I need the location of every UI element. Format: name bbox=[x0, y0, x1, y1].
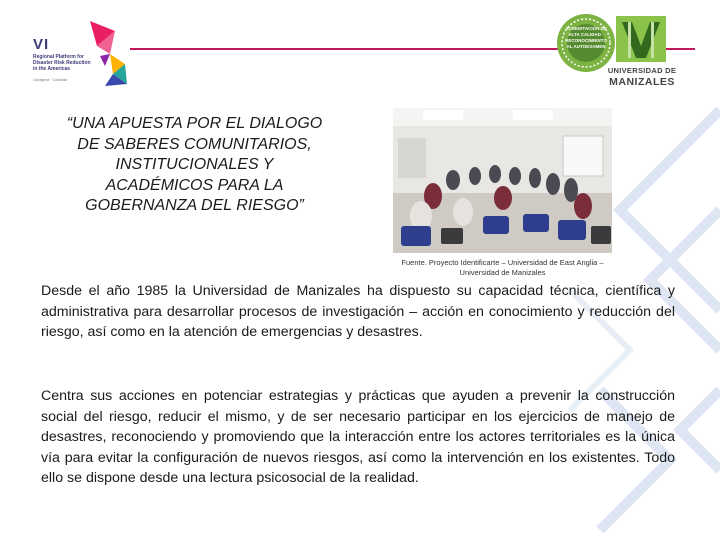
universidad-de-manizales-logo bbox=[594, 14, 704, 90]
platform-logo-title: Regional Platform for Disaster Risk Reduction in the Americas bbox=[33, 54, 91, 72]
header-divider-line bbox=[130, 48, 560, 50]
platform-logo-number: VI bbox=[33, 36, 50, 53]
regional-platform-logo bbox=[30, 16, 140, 94]
platform-logo-subtitle: Cartagena · Colombia bbox=[33, 78, 68, 82]
body-paragraph-2: Centra sus acciones en potenciar estrategias y prácticas que ayuden a prevenir la construcción social del riesgo, reducir el mismo, y de ser necesario participar en los ejercicios de manejo de desastres, reconociendo y promoviendo que la interacción entre los actores territoriales es la única vía para evitar la configuración de nuevos riesgos, así como la intervención en los existentes. Todo ello se dispone desde una lectura psicosocial de la realidad. bbox=[41, 388, 675, 487]
university-emblem-icon bbox=[614, 14, 668, 64]
body-paragraph-1: Desde el año 1985 la Universidad de Manizales ha dispuesto su capacidad técnica, científica y administrativa para desarrollar procesos de investigación – acción en conocimiento y reducción del riesgo, así como en la atención de emergencias y desastres. bbox=[41, 283, 675, 341]
workshop-photo-illustration bbox=[393, 108, 612, 253]
university-name-line1: UNIVERSIDAD DE bbox=[607, 66, 677, 75]
photo-caption: Fuente. Proyecto Identificarte – Universidad de East Anglia – Universidad de Manizales bbox=[401, 258, 604, 277]
badge-text: ACREDITACIÓN DE ALTA CALIDAD · RECONOCIMIENTO AL AUTOEXAMEN bbox=[565, 26, 607, 49]
workshop-photo bbox=[393, 108, 612, 253]
page-title: “UNA APUESTA POR EL DIALOGO DE SABERES COMUNITARIOS, INSTITUCIONALES Y ACADÉMICOS PARA LA GOBERNANZA DEL RIESGO” bbox=[66, 115, 323, 214]
university-name-line2: MANIZALES bbox=[609, 76, 675, 88]
